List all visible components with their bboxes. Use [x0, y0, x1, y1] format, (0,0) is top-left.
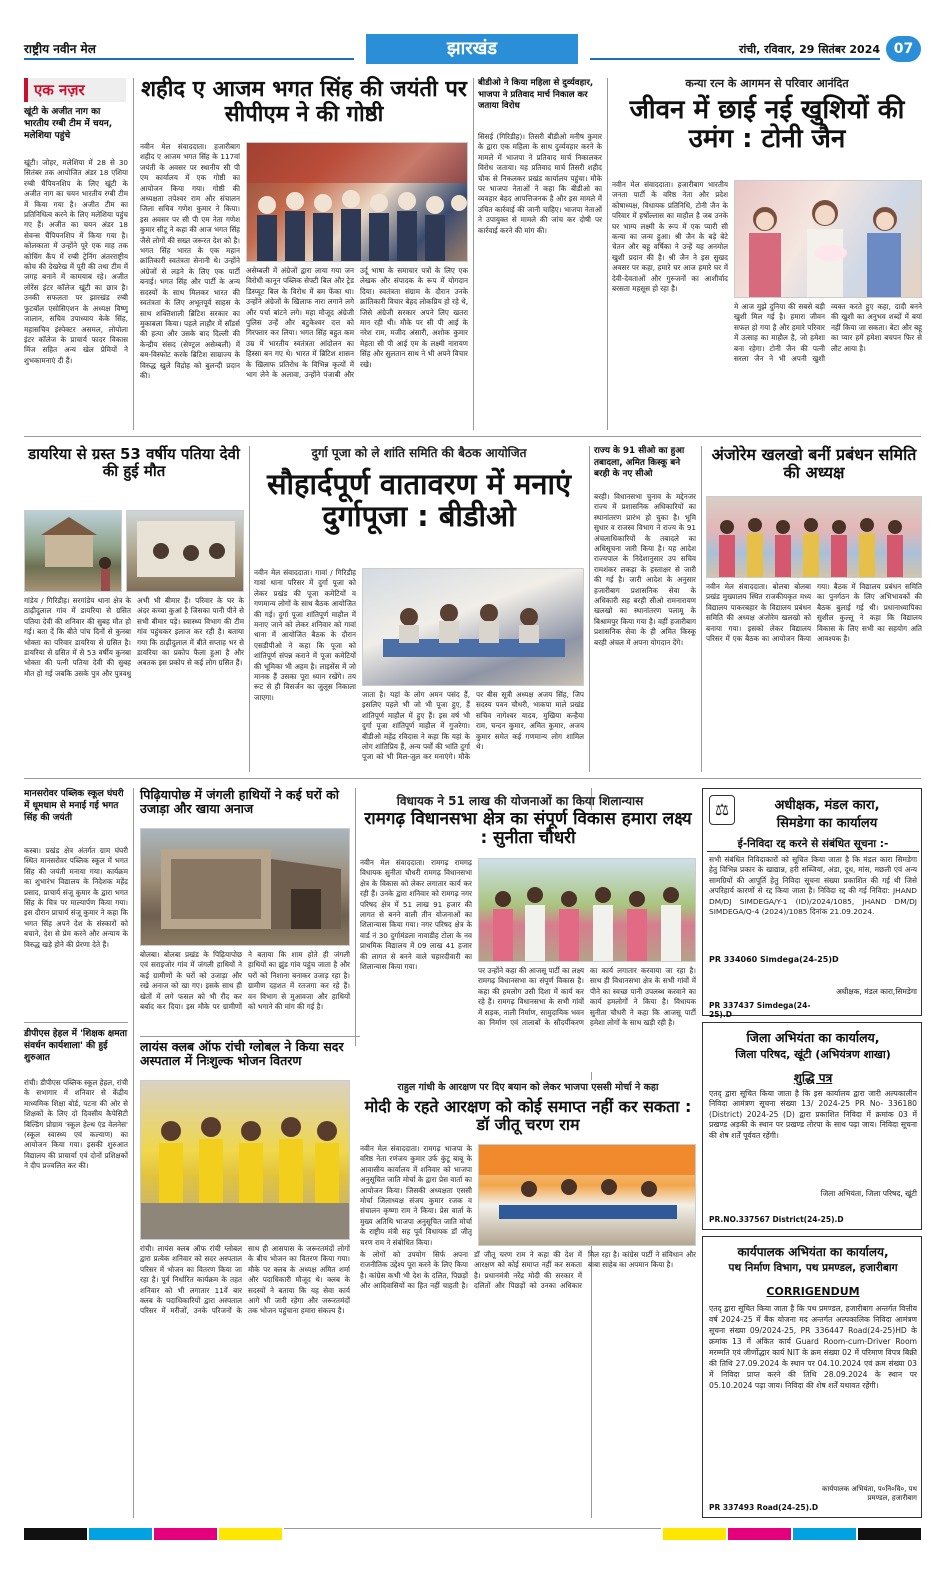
sunita-kicker: विधायक ने 51 लाख की योजनाओं का किया शिलान्यास: [396, 794, 644, 808]
patia-devi-photo-2: [126, 510, 244, 592]
ad-simdega-sign: अधीक्षक, मंडल कारा,सिमडेगा: [836, 987, 917, 996]
masthead: [24, 38, 354, 60]
ad-simdega-notice-title: ई-निविदा रद्द करने से संबंधित सूचना :-: [707, 837, 919, 852]
sunita-block: [360, 810, 696, 1072]
page-header: [24, 34, 921, 64]
page-number-badge: [886, 36, 921, 62]
ad-hazaribagh: [702, 1236, 922, 1518]
bhagat-singh-photo: [246, 142, 468, 262]
tony-jain-photo: [734, 180, 922, 298]
dateline: रांची, रविवार, 29 सितंबर 2024: [738, 43, 880, 56]
ek-nazar-headline: खूंटी के अजीत नाग का भारतीय रग्बी टीम में चयन, मलेशिया पहुंचे: [24, 107, 113, 141]
ad-khunti-sign: जिला अभियंता, जिला परिषद, खूंटी: [820, 1189, 917, 1198]
patia-devi-headline: डायरिया से ग्रस्त 53 वर्षीय पतिया देवी की हुई मौत: [28, 445, 240, 480]
tony-jain-body: नवीन मेल संवाददाता। हजारीबाग भारतीय जनता पार्टी के वरिष्ठ नेता और प्रदेश कोषाध्यक्ष, विधायक प्रतिनिधि, टोनी जैन के परिवार में हर्षोल्लास का माहौल है जब उनके घर भाग्य लक्ष्मी के रूप में एक प्यारी सी कन्या का जन्म हुआ। श्री जैन के बड़े बेटे चेतन और बहू वर्षिका ने उन्हें यह अनमोल खुशी प्रदान की है। श्री जैन ने इस सुखद अवसर पर कहा, हमारे घर आज हमारे घर में देवी-देवताओं और गुरुजनों का आशीर्वाद बरसता महसूस हो रहा है।: [612, 180, 728, 294]
durgapuja-body-left: नवीन मेल संवाददाता। गावां / गिरिडीह गावां थाना परिसर में दुर्गा पूजा को लेकर प्रखंड की पूजा कमेटियों व गणमान्य लोगों के साथ बैठक आयोजित की गई। दुर्गा पूजा शांतिपूर्ण माहौल में मनाए जाने को लेकर शनिवार को गावां थाना में आयोजित बैठक के दौरान एसडीपीओ ने कहा कि पूजा को शांतिपूर्ण संपन्न कराने में पूजा कमेटियों की भूमिका भी अहम है। लाइसेंस में जो मानक हैं उसका पूरा ध्यान रखेंगे। तय रूट से ही विसर्जन का जुलूस निकाला जाएगा।: [254, 568, 356, 702]
ad-khunti-title-2: जिला परिषद, खूंटी (अभियंत्रण शाखा): [735, 1048, 891, 1061]
sunita-body-right: पर उन्होंने कहा की आजसू पार्टी का लक्ष्य रामगढ़ विधानसभा का संपूर्ण विकास है। कहा की हमलोग उसी दिशा में कार्य कर रहे हैं। रामगढ़ विधानसभा के सभी गांवों में सड़क, नाली निर्माण, सामुदायिक भवन का निर्माण एवं तालाबों के सौंदर्यीकरण का कार्य लगातार करवाया जा रहा है। साथ ही विधानसभा क्षेत्र के सभी गांवों में पीने का स्वच्छ पानी उपलब्ध करवाने का कार्य हमलोगों ने किया है। विधायक सुनीता चौधरी ने कहा कि आजसू पार्टी हमेशा लोगों के साथ खड़ी रही है।: [478, 966, 696, 1028]
elephants-body: बोलबा। बोलबा प्रखंड के पिढ़ियापोछ एवं सराइजोर गांव में जंगली हाथियों ने कई ग्रामीणों के घरों को उजाड़ा और रखे अनाज को खा गए। इसके साथ ही खेतों में लगे फसल को भी रौंद कर बर्बाद कर दिया। इस मौके पर ग्रामीणों ने बताया कि शाम होते ही जंगली हाथियों का झुंड गांव पहुंच जाता है और घरों को निशाना बनाकर उजाड़ रहा है। ग्रामीण दहशत में रतजगा कर रहे हैं। वन विभाग से मुआवजा और हाथियों को भगाने की मांग की गई है।: [140, 950, 350, 1012]
ad-simdega-title-2: सिमडेगा का कार्यालय: [776, 816, 878, 831]
tony-jain-headline: जीवन में छाई नई खुशियों की उमंग : टोनी जैन: [629, 95, 905, 155]
jeetu-kicker: राहुल गांधी के आरक्षण पर दिए बयान को लेकर भाजपा एससी मोर्चा ने कहा: [397, 1082, 659, 1093]
bdo-transfer-headline: राज्य के 91 सीओ का हुआ तबादला, अमित किस्कू बने बरही के नए सीओ: [594, 446, 685, 479]
bhagat-singh-body-right: असेम्बली में अंग्रेजों द्वारा लाया गया जन विरोधी कानून पब्लिक सेफ्टी बिल और ट्रेड डिस्प्यूट बिल के विरोध में बम फेंका था। उन्होंने अंग्रेजों के खिलाफ नारा लगाने लगे और पर्चा बांटने लगे। महा मौजूद अंग्रेजी पुलिस उन्हें और बटुकेश्वर दत्त को गिरफ्तार कर लिया। भगत सिंह बहुत कम उम्र में भारतीय स्वतंत्रता आंदोलन का हिस्सा बन गए थे। भारत में ब्रिटिश शासन के खिलाफ प्रतिरोध के विभिन्न कृत्यों में भाग लेने के अलावा, उन्होंने पंजाबी और उर्दू भाषा के समाचार पत्रों के लिए एक लेखक और संपादक के रूप में योगदान दिया। स्वतंत्रता संग्राम के दौरान उनके क्रांतिकारी विचार बेहद लोकप्रिय हो रहे थे, जिसे अंग्रेजी सरकार अपने लिए खतरा मान रही थी। मौके पर सी पी आई के नरेश राम, मजीद अंसारी, अशोक कुमार मेहता सी पी आई एम के लक्ष्मी नारायण सिंह और सुलतान साथ ने भी अपने विचार रखे।: [246, 266, 468, 380]
ad-hazaribagh-title-2: पथ निर्माण विभाग, पथ प्रमण्डल, हजारीबाग: [728, 1262, 898, 1274]
footer-bar: [24, 1528, 921, 1540]
anjorem-photo: [706, 496, 922, 578]
jeetu-block: [360, 1080, 696, 1246]
bdo-mahila-headline: बीडीओ ने किया महिला से दुर्व्यवहार, भाजपा ने प्रतिवाद मार्च निकाल कर जताया विरोध: [478, 78, 594, 111]
bdo-mahila-body: सिसई (गिरिडीह)। तिसरी बीडीओ मनीष कुमार के द्वारा एक महिला के साथ दुर्व्यवहार करने के मामले में भाजपा ने प्रतिवाद मार्च निकालकर विरोध जताया। यह प्रतिवाद मार्च तिसरी शहीद चौक से निकलकर प्रखंड कार्यालय पहुंचा। मौके पर भाजपा नेताओं ने कहा कि बीडीओ का व्यवहार बेहद आपत्तिजनक है और इस मामले में उचित कार्रवाई की जानी चाहिए। भाजपा नेताओं ने उपायुक्त से मामले की जांच कर दोषी पर कार्रवाई करने की मांग की।: [478, 132, 602, 235]
dateline-bar: [590, 38, 880, 60]
lions-club-photo: [140, 1080, 350, 1240]
jeetu-body-right: के लोगों को उपयोग सिर्फ अपना राजनीतिक उद्देश्य पूरा करने के लिए किया है। कांग्रेस कभी भी देश के दलित, पिछड़ों और आदिवासियों का हित नहीं चाहती है। डॉ जीतू चरण राम ने कहा की देश में आरक्षण को कोई समाप्त नहीं कर सकता है। प्रधानमंत्री नरेंद्र मोदी की सरकार में दलितों और पिछड़ों को उनका अधिकार मिल रहा है। कांग्रेस पार्टी ने संविधान और बाबा साहेब का अपमान किया है।: [360, 1250, 696, 1291]
page-number: 07: [893, 41, 914, 57]
jeetu-headline: मोदी के रहते आरक्षण को कोई समाप्त नहीं कर सकता : डॉ जीतू चरण राम: [364, 1097, 692, 1134]
tony-jain-kicker: कन्या रत्न के आगमन से परिवार आनंदित: [685, 77, 849, 90]
sunita-photo: [478, 858, 696, 962]
tony-jain-caption: मे आज मुझे दुनिया की सबसे बड़ी खुशी मिल गई है। हमारा जीवन सफल हो गया है और हमारे परिवार में उत्साह का माहौल है, जो हमेशा बना रहेगा। टोनी जैन की पत्नी सरला जैन ने भी अपनी खुशी व्यक्त करते हुए कहा, दादी बनने की खुशी का अनुभव शब्दों में बयां नहीं किया जा सकता। बेटा और बहू का प्यार हमें हमेशा बचपन फिर से लौट आया है।: [734, 302, 922, 364]
ad-hazaribagh-sign: कार्यपालक अभियंता, प०नि०वि०, पथ प्रमण्डल, हजारीबाग: [822, 1485, 917, 1502]
dps-body: रांची। डीपीएस पब्लिक स्कूल हेहल, रांची के सभागार में शनिवार से केंद्रीय माध्यमिक शिक्षा बोर्ड, पटना की ओर से शिक्षकों के लिए दो दिवसीय कैपेसिटी बिल्डिंग प्रोग्राम 'स्कूल हेल्थ एंड वेलनेस' (स्कूल स्वास्थ्य एवं कल्याण) का आयोजन किया गया। इसकी शुरुआत विद्यालय की प्राचार्या एवं दोनों प्रशिक्षकों ने दीप प्रज्वलित कर की।: [24, 1078, 128, 1171]
ad-hazaribagh-notice-title: CORRIGENDUM: [766, 1285, 860, 1298]
durgapuja-kicker: दुर्गा पूजा को ले शांति समिति की बैठक आयोजित: [311, 446, 527, 460]
manasarovar-headline: मानसरोवर पब्लिक स्कूल घंघरी में धूमधाम से मनाई गई भगत सिंह की जयंती: [24, 789, 124, 823]
section-tab: [366, 34, 578, 64]
ad-hazaribagh-title-1: कार्यपालक अभियंता का कार्यालय,: [737, 1245, 889, 1259]
ad-simdega-body: सभी संबंधित निविदाकारों को सूचित किया जाता है कि मंडल कारा सिमडेगा हेतु विभिन्न प्रकार के खाद्यान्न, हरी सब्जियां, अंडा, दूध, मांस, मछली एवं अन्य सामग्रियों की आपूर्ति हेतु निविदा सूचना संख्या प्रकाशित की गई थी जिसे अपरिहार्य कारणों से रद्द किया जाता है। निविदा रद्द की गई निविदा: JHAND DM/DJ SIMDEGA/Y-1 (ID)/2024/1085, JHAND DM/DJ SIMDEGA/Q-4 (2024)/1085 दिनांक 21.09.2024.: [709, 855, 917, 917]
jeetu-body-left: नवीन मेल संवाददाता। रामगढ़ भाजपा के वरिष्ठ नेता रणंजय कुमार उर्फ कुंटू बाबू के आवासीय कार्यालय में शनिवार को भाजपा अनुसूचित जाति मोर्चा के द्वारा प्रेस वार्ता का आयोजन किया। जिसकी अध्यक्षता एससी मोर्चा जिलाध्यक्ष संजय कुमार रजक व संचालन कृष्णा राम ने किया। प्रेस वार्ता के मुख्य अतिथि भाजपा अनुसूचित जाति मोर्चा के राष्ट्रीय मंत्री सह पूर्व विधायक डॉ जीतू चरण राम ने संबोधित किया।: [360, 1144, 472, 1246]
ad-khunti-body: एतद् द्वारा सूचित किया जाता है कि इस कार्यालय द्वारा जारी अल्पकालीन निविदा आमंत्रण सूचना संख्या 13/ 2024-25 PR No- 336180 (District) 2024-25 (D) द्वारा प्रकाशित निविदा में क्रमांक 03 में प्रखण्ड अड़की के स्थान पर प्रखण्ड तोरपा के साथ पढ़ा जाय। निविदा सूचना की शेष शर्तें पूर्ववत रहेंगी।: [709, 1089, 917, 1140]
bhagat-singh-headline: शहीद ए आजम भगत सिंह की जयंती पर सीपीएम ने की गोष्ठी: [141, 77, 467, 127]
ek-nazar-label: एक नज़र: [34, 81, 85, 99]
ek-nazar-body: खूंटी। जोहर, मलेशिया में 28 से 30 सितंबर तक आयोजित अंडर 18 एशिया रग्बी चैंपियनशिप के लिए खूंटी के अजीत नाग का चयन भारतीय रग्बी टीम में किया गया है। अजीत टीम का प्रतिनिधित्व करने के लिए मलेशिया पहुंच गए हैं। अजीत का चयन अंडर 18 सेवन्स चैंपियनशिप में किया गया है। कोलकाता में उन्होंने पूरे एक माह तक कोचिंग कैंप में रग्बी ट्रेनिंग अंतरराष्ट्रीय कोच की देखरेख में पूरी की तथा टीम में जगह बनाने में कामयाब रहे। अजीत लोरेंस इंटर कॉलेज खूंटी का छात्र है। उनकी सफलता पर झारखंड रग्बी फुटबॉल एसोसिएशन के अध्यक्ष विष्णु जालान, सचिव उपाध्याय केके सिंह, महासचिव इंस्पेक्टर असमल, लोयोला इंटर कॉलेज के प्राचार्य फादर विकास मिंज सहित अन्य खेल प्रेमियों ने शुभकामनाएं दी हैं।: [24, 158, 128, 365]
ad-khunti-title-1: जिला अभियंता का कार्यालय,: [746, 1030, 880, 1045]
durgapuja-body-right: जाता है। यहां के लोग अमन पसंद हैं, इसलिए पहले भी जो भी पूजा हुए, हैं शांतिपूर्ण माहौल में हुए हैं। इस वर्ष भी दुर्गा पूजा शांतिपूर्ण माहौल में गुजरेगा। बीडीओ महेंद्र रविदास ने कहा कि यहां के लोग शांतिप्रिय हैं, अन्य पर्वों की भांति दुर्गा पूजा को भी मिल-जुल कर मनाएंगे। मौके पर बीस सूत्री अध्यक्ष अजय सिंह, जिप सदस्य पवन चौधरी, भाकपा माले प्रखंड सचिव नागेश्वर यादव, मुखिया कन्हैया राम, चन्दन कुमार, अमित कुमार, अजय कुमार समेत कई गणमान्य लोग शामिल थे।: [362, 690, 584, 762]
patia-devi-photo: [24, 510, 122, 592]
ad-simdega-seal: ⚖: [709, 795, 735, 825]
elephants-headline: पिढ़ियापोछ में जंगली हाथियों ने कई घरों को उजाड़ा और खाया अनाज: [140, 787, 340, 816]
ad-simdega: [702, 788, 922, 1019]
jeetu-photo: [478, 1144, 696, 1246]
anjorem-headline: अंजोरेम खलखो बनीं प्रबंधन समिति की अध्यक्ष: [711, 445, 917, 482]
ek-nazar-tag: [24, 78, 126, 102]
ad-hazaribagh-body: एतद् द्वारा सूचित किया जाता है कि पथ प्रमण्डल, हजारीबाग अन्तर्गत वित्तीय वर्ष 2024-25 में बैंक योजना मद अन्तर्गत अल्पकालिक निविदा आमंत्रण सूचना संख्या 09/2024-25, PR 336447 Road(24-25)HD के क्रमांक 13 में अंकित कार्य Guard Room-cum-Driver Room मरम्मति एवं जीर्णोद्धार कार्य NIT के क्रम संख्या 02 में परिमाण विपत्र बिक्री की तिथि 27.09.2024 के स्थान पर 04.10.2024 एवं क्रम संख्या 03 में निविदा प्राप्त करने की तिथि 28.09.2024 के स्थान पर 05.10.2024 पढ़ा जाय। निविदा की शेष शर्तें यथावत रहेंगी।: [709, 1304, 917, 1390]
ad-simdega-ref: PR 337437 Simdega(24-25).D: [709, 1001, 811, 1019]
manasarovar-body: कस्बा। प्रखंड क्षेत्र अंतर्गत ग्राम घंघरी स्थित मानसरोवर पब्लिक स्कूल में भगत सिंह की जयंती मनाया गया। कार्यक्रम का शुभारंभ विद्यालय के निदेशक महेंद्र प्रसाद, प्राचार्य संजू कुमार के द्वारा भगत सिंह के चित्र पर माल्यार्पण किया गया। इस दौरान प्राचार्य संजू कुमार ने कहा कि भगत सिंह अपने देश के संस्कारों को बचाने, देश से प्रेम करने और अन्याय के विरुद्ध खड़े होने की प्रेरणा देते हैं।: [24, 846, 128, 949]
bhagat-singh-body-left: नवीन मेल संवाददाता। हजारीबाग शहीद ए आजम भगत सिंह के 117वां जयंती के अवसर पर स्थानीय सी पी एम कार्यालय में एक गोष्ठी का आयोजन किया गया। गोष्ठी की अध्यक्षता तपेश्वर राम और संचालन जिला सचिव गणेश कुमार ने किया। इस अवसर पर सी पी एम नेता गणेश कुमार सीटू ने कहा की आज भगत सिंह जैसे लोगों की सख्त जरूरत देश को है। भगत सिंह भारत के एक महान क्रांतिकारी स्वतंत्रता सेनानी थे। उन्होंने अंग्रेजों से लड़ने के लिए एक पार्टी बनाई। भगत सिंह और पार्टी के अन्य सदस्यों के साथ मिलकर भारत की स्वतंत्रता के लिए अभूतपूर्व साहस के साथ शक्तिशाली ब्रिटिश सरकार का मुकाबला किया। पहले लाहौर में साँडर्स की हत्या और उसके बाद दिल्ली की केन्द्रीय संसद (सेण्ट्रल असेम्बली) में बम-विस्फोट करके ब्रिटिश साम्राज्य के विरुद्ध खुले विद्रोह को बुलन्दी प्रदान की।: [140, 142, 240, 380]
masthead-text: राष्ट्रीय नवीन मेल: [24, 42, 96, 56]
ad-hazaribagh-pr: PR 337493 Road(24-25).D: [709, 1503, 819, 1512]
durgapuja-headline: सौहार्दपूर्ण वातावरण में मनाएं दुर्गापूजा : बीडीओ: [266, 467, 572, 534]
ad-simdega-pr: PR 334060 Simdega(24-25)D: [709, 955, 839, 964]
anjorem-body: नवीन मेल संवाददाता। बोलबा बोलबा प्रखंड मुख्यालय स्थित राजकीयकृत मध्य विद्यालय पाकरबहार के विद्यालय प्रबंधन समिति की अध्यक्ष अंजोरेम खलखो को बनाया गया। इसको लेकर विद्यालय परिसर में एक बैठक का आयोजन किया गया। बैठक में विद्यालय प्रबंधन समिति का पुनर्गठन के लिए अभिभावकों की बैठक बुलाई गई थी। प्रधानाध्यापिका सुशील कुल्लू ने कहा कि विद्यालय विकास के लिए सभी का सहयोग अति आवश्यक है।: [706, 582, 922, 644]
lions-club-body: रांची। लायंस क्लब ऑफ रांची ग्लोबल द्वारा प्रत्येक शनिवार को सदर अस्पताल परिसर में भोजन का वितरण किया जा रहा है। पूर्व निर्धारित कार्यक्रम के तहत शनिवार को भी लगातार 11वें बार क्लब के पदाधिकारियों द्वारा अस्पताल परिसर में मरीजों, उनके परिजनों के साथ ही आसपास के जरूरतमंदों लोगों के बीच भोजन का वितरण किया गया। मौके पर क्लब के अध्यक्ष अमित शर्मा और पदाधिकारी मौजूद थे। क्लब के सदस्यों ने बताया कि यह सेवा कार्य आगे भी जारी रहेगा और जरूरतमंदों तक भोजन पहुंचाना हमारा संकल्प है।: [140, 1244, 350, 1316]
patia-devi-body: गांडेय / गिरिडीह। सरगांडेय थाना क्षेत्र के ठाढ़ीदुलाल गांव में डायरिया से ग्रसित पतिया देवी की शनिवार की सुबह मौत हो गई। बता दें कि बीते पांच दिनों से कुनबा भोक्ता का परिवार डायरिया से ग्रसित है। डायरिया से ग्रसित में से 53 वर्षीय कुनबा भोक्ता की पत्नी पतिया देवी की सुबह मौत हो गई जबकि उसके पुत्र और पुत्रवधु अभी भी बीमार हैं। परिवार के घर के अंदर कच्चा कुआं है जिसका पानी पीने से सभी बीमार पड़े। स्वास्थ्य विभाग की टीम गांव पहुंचकर इलाज कर रही है। बताया गया कि ठाढ़ीदुलाल में बीते सप्ताह भर से डायरिया का प्रकोप फैला हुआ है और अबतक इस प्रकोप से कई लोग ग्रसित हैं।: [24, 596, 244, 678]
dps-headline: डीपीएस हेहल में 'शिक्षक क्षमता संवर्धन कार्यशाला' की हुई शुरुआत: [24, 1029, 128, 1063]
durgapuja-photo: [362, 568, 584, 686]
sunita-body-left: नवीन मेल संवाददाता। रामगढ़ रामगढ़ विधायक सुनीता चौधरी रामगढ़ विधानसभा क्षेत्र के विकास को लेकर लगातार कार्य कर रही हैं। उनके द्वारा शनिवार को रामगढ़ नगर परिषद क्षेत्र में 51 लाख 91 हजार की लागत से बनने वाली तीन योजनाओं का शिलान्यास किया गया। नगर परिषद क्षेत्र के वार्ड नं 30 दुर्गामंडला नावाडीह टोला के नव प्राथमिक विद्यालय में 09 लाख 41 हजार की लागत से बनने वाले चहारदीवारी का शिलान्यास किया गया।: [360, 858, 472, 972]
elephants-photo: [140, 828, 350, 946]
lions-club-headline: लायंस क्लब ऑफ रांची ग्लोबल ने किया सदर अस्पताल में निःशुल्क भोजन वितरण: [140, 1039, 344, 1068]
ad-khunti: [702, 1022, 922, 1230]
ad-simdega-title-1: अधीक्षक, मंडल कारा,: [774, 798, 880, 813]
bdo-transfer-body: बरही। विधानसभा चुनाव के मद्देनजर राज्य में प्रशासनिक अधिकारियों का स्थानांतरण प्रारंभ हो चुका है। भूमि सुधार व राजस्व विभाग ने राज्य के 91 अंचलाधिकारियों के तबादले का अधिसूचना जारी किया है। यह आदेश राज्यपाल के निदेशानुसार उप सचिव रामशंकर लकड़ा के हस्ताक्षर से जारी की गई है। जारी आदेश के अनुसार हजारीबाग प्रशासनिक सेवा के अधिकारी सह बरही सीओ रामनारायण खलखो का स्थानांतरण पलामू के बिश्रामपुर किया गया है। वहीं हजारीबाग प्रशासनिक सेवा के ही अमित किस्कू बरही अंचल में अपना योगदान देंगे।: [594, 492, 696, 647]
sunita-headline: रामगढ़ विधानसभा क्षेत्र का संपूर्ण विकास हमारा लक्ष्य : सुनीता चौधरी: [364, 809, 692, 849]
section-title: झारखंड: [447, 38, 497, 59]
ad-khunti-notice-title: शुद्धि पत्र: [793, 1071, 833, 1085]
ad-khunti-pr: PR.NO.337567 District(24-25).D: [709, 1215, 844, 1224]
